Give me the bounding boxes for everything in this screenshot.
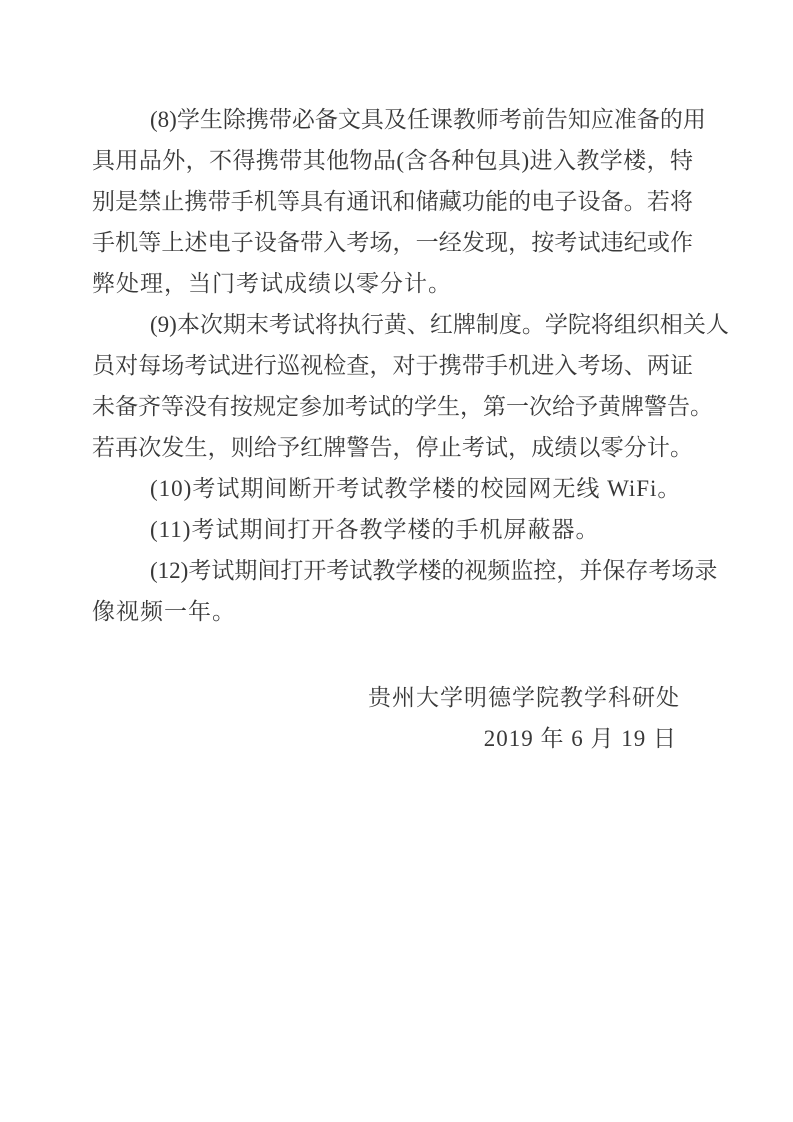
paragraph-8-line-1: (8)学生除携带必备文具及任课教师考前告知应准备的用	[150, 107, 706, 132]
paragraph-9-line-3: 未备齐等没有按规定参加考试的学生，第一次给予黄牌警告。	[92, 394, 713, 419]
paragraph-9-line-1: (9)本次期末考试将执行黄、红牌制度。学院将组织相关人	[150, 312, 729, 337]
signature-block	[92, 677, 693, 759]
paragraph-9-line-2: 员对每场考试进行巡视检查，对于携带手机进入考场、两证	[92, 353, 693, 378]
paragraph-11	[92, 509, 693, 550]
paragraph-8-line-3: 别是禁止携带手机等具有通讯和储藏功能的电子设备。若将	[92, 189, 693, 214]
paragraph-10-line-1: (10)考试期间断开考试教学楼的校园网无线 WiFi。	[150, 476, 682, 501]
paragraph-12-line-1: (12)考试期间打开考试教学楼的视频监控，并保存考场录	[150, 558, 718, 583]
paragraph-9-line-4: 若再次发生，则给予红牌警告，停止考试，成绩以零分计。	[92, 435, 693, 460]
paragraph-8-line-2: 具用品外，不得携带其他物品(含各种包具)进入教学楼，特	[92, 148, 693, 173]
paragraph-9	[92, 304, 729, 468]
signature-organization: 贵州大学明德学院教学科研处	[368, 685, 680, 710]
paragraph-12-line-2: 像视频一年。	[92, 599, 236, 624]
notice-body	[92, 99, 729, 759]
paragraph-8-line-4: 手机等上述电子设备带入考场，一经发现，按考试违纪或作	[92, 230, 693, 255]
signature-date: 2019 年 6 月 19 日	[483, 726, 677, 751]
paragraph-10	[92, 468, 693, 509]
paragraph-11-line-1: (11)考试期间打开各教学楼的手机屏蔽器。	[150, 517, 600, 542]
paragraph-8	[92, 99, 706, 304]
paragraph-12	[92, 550, 718, 632]
paragraph-8-line-5: 弊处理，当门考试成绩以零分计。	[92, 271, 452, 296]
